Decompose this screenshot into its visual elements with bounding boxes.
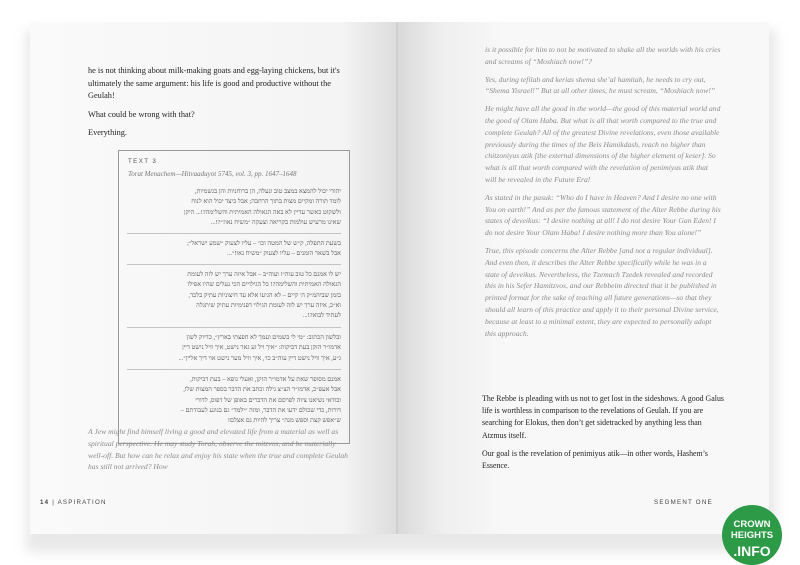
translation-paragraph: Yes, during tefilah and kerias shema she’al hamitah, he needs to cry out, “Shema Yisrael!” But at all other times, he must scream, “Moshiach now!” xyxy=(485,74,716,96)
hebrew-line: ובלשון הכתוב: ״מי לי בשמים ועמך לא חפצתי בארץ״, כדיוק לשון xyxy=(186,334,341,341)
right-footer-title: SEGMENT ONE xyxy=(654,499,713,506)
hebrew-line: הגאולה האמיתית והשלימה?! כל הגילויים הכי נעלים שהיו אפילו xyxy=(187,281,341,289)
translation-paragraph: True, this episode concerns the Alter Rebbe [and not a regular individual]. And even then, it describes the Alter Rebbe specifically while he was in a state of deveikus. Nevertheless, the Tzemach Tzedek revealed and recorded this in his Sefer Hamitzvos, and our Rebbeim directed that it be published in printed format for the sake of teaching all future generations—so that they should all learn of this practice and apply it to their personal Divine service, because at least to a minimal extent, they are expected to personally adopt this approach. xyxy=(485,245,719,338)
hebrew-line: ולשקוט כאשר עדיין לא באה הגאולה האמיתית והשלימה?!... היקן xyxy=(183,208,341,216)
left-body xyxy=(88,65,348,146)
right-body xyxy=(482,393,726,478)
hebrew-paragraph-2 xyxy=(127,239,341,260)
watermark-line-1 xyxy=(722,519,782,541)
left-page xyxy=(30,22,398,534)
divider xyxy=(127,327,341,328)
translation-paragraph: is it possible for him to not be motivated to shake all the worlds with his cries and screams of “Moshiach now!”? xyxy=(485,45,721,66)
left-translation: A Jew might find himself living a good and elevated life from a material as well as spiritual perspective. He may study Torah, observe the mitzvos, and be materially well-off. But how can he relax and enjoy his state when the true and complete Geulah has still not arrived? How xyxy=(88,427,348,472)
left-footer-title: ASPIRATION xyxy=(57,499,107,506)
hebrew-line: לעתיד לבוא?!... xyxy=(302,312,341,320)
hebrew-line: לומד תורה ומקיים מצות בתוך הרחבה; אבל כיצד יכול הוא לנוח xyxy=(191,198,341,206)
right-page xyxy=(398,22,769,534)
hebrew-line: בזמן שביהמ״ק ה׳ קיים – לא הגיעו אלא עד חיצוניות עתיק בלבד, xyxy=(188,291,341,299)
watermark-line-3: .INFO xyxy=(733,543,771,559)
hebrew-line: אמנם מסופר שאת על אדמו״ר הזקן, ואעלי גופא – בעת דביקות, xyxy=(190,376,341,383)
intro-paragraph: he is not thinking about milk-making goats and egg-laying chickens, but it's ultimately the same argument: his life is good and productive without the Geulah! xyxy=(88,66,340,101)
watermark-crown: CROWN xyxy=(733,519,771,530)
watermark-heights: HEIGHTS xyxy=(730,530,774,541)
hebrew-line: אדמו״ר הזקן בעת דביקות: ״איך ויל זע גאר נישט, איך וויל נישט דײן xyxy=(182,344,341,352)
text-box-source: Torat Menachem—Hitvaaduyot 5745, vol. 3, pp. 1647–1648 xyxy=(128,170,297,178)
hebrew-paragraph-1 xyxy=(127,187,341,228)
divider xyxy=(127,233,341,234)
hebrew-line: ובודאי נשיאנו ציוה לפרסם את הדברים באופן של דפוס, לדורי xyxy=(195,396,341,404)
hebrew-line: אבל אעפ״כ, אדמו״ר הצ״צ גילה וכתב את הדבר בספר המצות שלו, xyxy=(183,386,341,394)
answer-paragraph: Everything. xyxy=(88,128,127,138)
translation-paragraph: He might have all the good in the world—the good of this material world and the good of Olam Haba. But what is all that worth compared to the true and complete Geulah? All of the greatest Divine revelations, even those available previously during the times of the Beis Hamikdash, reach no higher than chitzoniyus atik [the external dimensions of the higher element of keser]. So what is all that worth compared with the revelation of penimiyus atik that will be revealed in the Future Era! xyxy=(485,104,721,184)
source-text-box xyxy=(118,150,350,444)
hebrew-line: דורות, כדי שכולם ידעו את הדבר, ומזה ״ילמד״ גם בנוגע לעבודתם – xyxy=(180,406,341,414)
body-paragraph: The Rebbe is pleading with us not to get lost in the sideshows. A good Galus life is worthless in comparison to the revelations of Geulah. If you are searching for Elokus, then don’t get sidetracked by anything less than Atzmus itself. xyxy=(482,394,724,440)
hebrew-paragraph-4 xyxy=(127,333,341,364)
question-paragraph: What could be wrong with that? xyxy=(88,109,195,119)
hebrew-line: בשעת התפלה, ק״ש של המטה וכו׳ – עליו לצעוק ״שמע ישראל״; xyxy=(187,240,341,247)
hebrew-paragraph-3 xyxy=(127,270,341,321)
text-box-label: TEXT 3 xyxy=(128,158,158,165)
page-number: 14 xyxy=(40,499,50,506)
body-paragraph: Our goal is the revelation of penimiyus atik—in other words, Hashem’s Essence. xyxy=(482,448,708,471)
hebrew-line: יהודי יכול להמצא במצב טוב ונעלה, הן ברוחניות והן בגשמיות, xyxy=(194,188,341,195)
divider xyxy=(127,264,341,265)
left-footer xyxy=(40,499,107,506)
hebrew-line: שאינו מרעיש עולמות בקריאה וצעקה ״משיח נאו!״?!... xyxy=(210,218,341,226)
footer-separator: | xyxy=(52,499,56,506)
crownheights-watermark-logo xyxy=(722,505,782,565)
hebrew-line: אבל בשאר הזמנים – עליו לצעוק ״משיח נאו!״... xyxy=(227,250,341,258)
divider xyxy=(127,369,341,370)
hebrew-line: יש לו אמנם כל טוב עוה״ז ועוה״ב – אבל איזה ערך יש לזה לעומת xyxy=(187,271,341,278)
right-translation xyxy=(485,44,721,345)
hebrew-line: ג״ע, איך וויל נישט דײן עוה״ב כו׳, איך וויל מער נישט אוי דיך אלײן״... xyxy=(178,354,341,362)
hebrew-line: וא״כ, איזה ערך יש לזה לעומת הגילוי דפנימיות עתיק שיתגלה xyxy=(196,301,341,309)
hebrew-line: ש״אפש קצת וספש מנה״ צריך להיות גם אצלם! xyxy=(227,417,341,425)
translation-paragraph: As stated in the pasuk: “Who do I have in Heaven? And I desire no one with You on earth!” And as per the famous statement of the Alter Rebbe during his states of deveikus: “I desire nothing at all! I do not desire Your Gan Eden! I do not desire Your Olam Haba! I desire nothing more than You alone!” xyxy=(485,192,721,238)
